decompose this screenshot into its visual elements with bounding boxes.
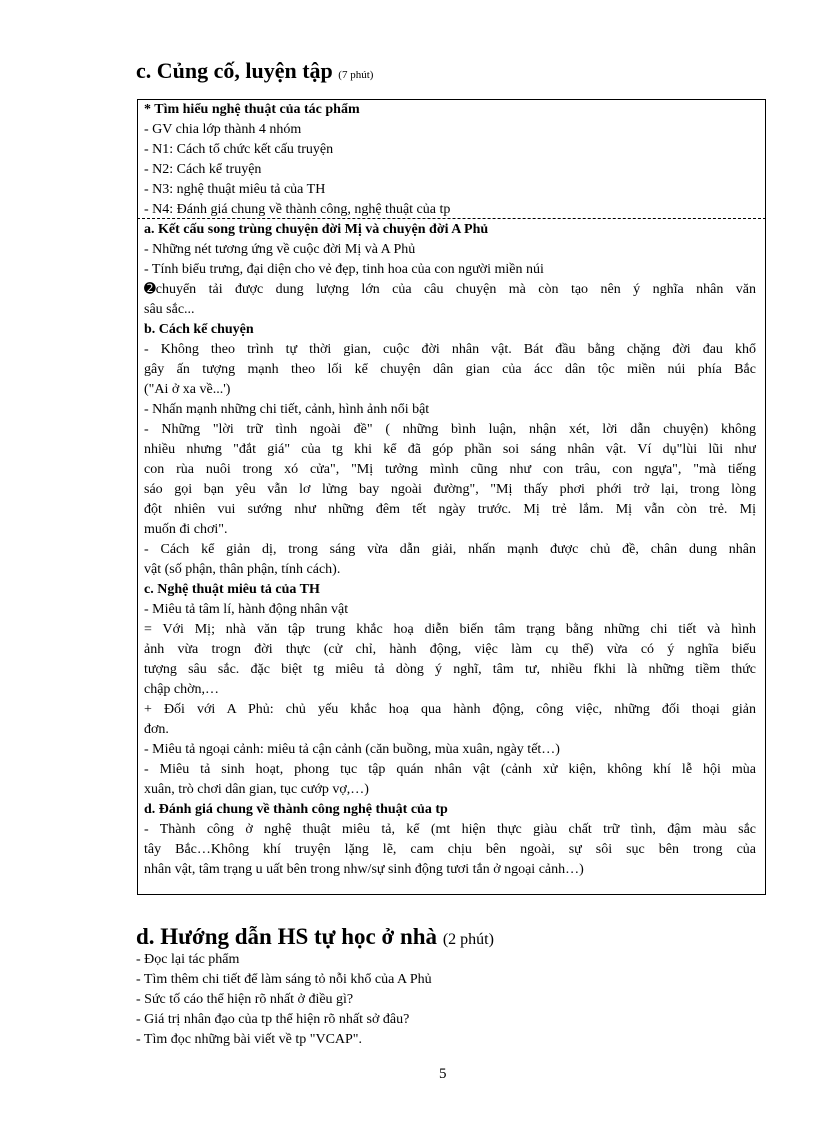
- box-line: = Với Mị; nhà văn tập trung khắc hoạ diễn biến tâm trạng bằng những chi tiết và hình: [144, 622, 756, 637]
- box-line: sáo gọi bạn yêu vẫn lơ lửng bay ngoài đường", "Mị thấy phơi phới trở lại, trong lòng: [144, 482, 756, 497]
- homework-item: - Đọc lại tác phẩm: [136, 952, 240, 967]
- box-line: ảnh vừa trogn đời thực (cử chỉ, hành động, việc làm cụ thể) vừa có ý nghĩa biểu: [144, 642, 756, 657]
- box-line: - N2: Cách kể truyện: [144, 162, 262, 177]
- box-line: nhiều nhưng "đắt giá" của tg khi kể đã góp phần soi sáng nhân vật. Ví dụ"lùi lũi như: [144, 442, 756, 457]
- box-line: - N3: nghệ thuật miêu tả của TH: [144, 182, 326, 197]
- box-line: - Miêu tả ngoại cảnh: miêu tả cận cảnh (căn buồng, mùa xuân, ngày tết…): [144, 742, 560, 757]
- section-d-duration: (2 phút): [442, 931, 494, 948]
- box-line: - N1: Cách tổ chức kết cấu truyện: [144, 142, 334, 157]
- box-line: vật (số phận, thân phận, tính cách).: [144, 562, 341, 577]
- box-subheading: d. Đánh giá chung về thành công nghệ thuật của tp: [144, 802, 448, 817]
- section-c-title: c. Củng cố, luyện tập: [136, 58, 333, 83]
- box-line: tượng sâu sắc. đặc biệt tg miêu tả dòng ý nghĩ, tâm tư, nhiều fkhi là những tiềm thức: [144, 662, 756, 677]
- box-line: ➋chuyển tải được dung lượng lớn của câu chuyện mà còn tạo nên ý nghĩa nhân văn: [144, 282, 756, 297]
- box-line: - Những "lời trữ tình ngoài đề" ( những bình luận, nhận xét, lời dẫn chuyện) không: [144, 422, 756, 437]
- section-d-heading: [136, 924, 494, 950]
- box-line: + Đối với A Phủ: chủ yếu khắc hoạ qua hành động, công việc, những đối thoại giản: [144, 702, 756, 717]
- box-line: - Miêu tả tâm lí, hành động nhân vật: [144, 602, 349, 617]
- box-subheading: b. Cách kể chuyện: [144, 322, 254, 337]
- box-subheading: a. Kết cấu song trùng chuyện đời Mị và chuyện đời A Phủ: [144, 222, 489, 237]
- box-line: xuân, trò chơi dân gian, tục cướp vợ,…): [144, 782, 369, 797]
- box-line: muốn đi chơi".: [144, 522, 228, 537]
- page-number: 5: [439, 1066, 447, 1082]
- box-line: con rùa nuôi trong xó cửa", "Mị tưởng mình cũng như con trâu, con ngựa", "mà tiếng: [144, 462, 756, 477]
- homework-item: - Sức tố cáo thể hiện rõ nhất ở điều gì?: [136, 992, 354, 1007]
- box-line: - GV chia lớp thành 4 nhóm: [144, 122, 302, 137]
- box-line: - Nhấn mạnh những chi tiết, cảnh, hình ảnh nổi bật: [144, 402, 430, 417]
- box-line: ("Ai ở xa về...'): [144, 382, 231, 397]
- box-line: - Thành công ở nghệ thuật miêu tả, kể (mt hiện thực giàu chất trữ tình, đậm màu sắc: [144, 822, 756, 837]
- section-d-title: d. Hướng dẫn HS tự học ở nhà: [136, 924, 438, 949]
- box-line: đột nhiên vui sướng như những đêm tết ngày trước. Mị trẻ lắm. Mị vẫn còn trẻ. Mị: [144, 502, 756, 517]
- section-c-heading: [136, 58, 373, 84]
- box-subheading: * Tìm hiểu nghệ thuật của tác phẩm: [144, 102, 360, 117]
- box-line: sâu sắc...: [144, 302, 195, 317]
- box-line: đơn.: [144, 722, 169, 737]
- homework-item: - Tìm thêm chi tiết để làm sáng tỏ nỗi khổ của A Phủ: [136, 972, 432, 987]
- box-line: - Những nét tương ứng về cuộc đời Mị và A Phủ: [144, 242, 416, 257]
- box-line: - Không theo trình tự thời gian, cuộc đời nhân vật. Bát đầu bằng chặng đời đau khổ: [144, 342, 756, 357]
- box-subheading: c. Nghệ thuật miêu tả của TH: [144, 582, 320, 597]
- box-line: tây Bắc…Không khí truyện lặng lẽ, cam chịu bên ngoài, sự sôi sục bên trong của: [144, 842, 756, 857]
- box-line: gây ấn tượng mạnh theo lối kể chuyện dân gian của ácc dân tộc miền núi phía Bắc: [144, 362, 756, 377]
- section-c-duration: (7 phút): [338, 69, 374, 81]
- box-line: nhân vật, tâm trạng u uất bên trong nhw/sự sinh động tươi tắn ở ngoại cảnh…): [144, 862, 584, 877]
- homework-item: - Tìm đọc những bài viết về tp "VCAP".: [136, 1032, 363, 1047]
- box-line: - Miêu tả sinh hoạt, phong tục tập quán nhân vật (cảnh xử kiện, không khí lễ hội mùa: [144, 762, 756, 777]
- box-line: - Tính biểu trưng, đại diện cho vẻ đẹp, tinh hoa của con người miền núi: [144, 262, 544, 277]
- box-line: - Cách kể giản dị, trong sáng vừa dẫn giải, nhấn mạnh được chủ đề, chân dung nhân: [144, 542, 756, 557]
- box-line: - N4: Đánh giá chung về thành công, nghệ thuật của tp: [144, 202, 451, 217]
- homework-item: - Giá trị nhân đạo của tp thể hiện rõ nhất sở đâu?: [136, 1012, 410, 1027]
- box-line: chập chờn,…: [144, 682, 220, 697]
